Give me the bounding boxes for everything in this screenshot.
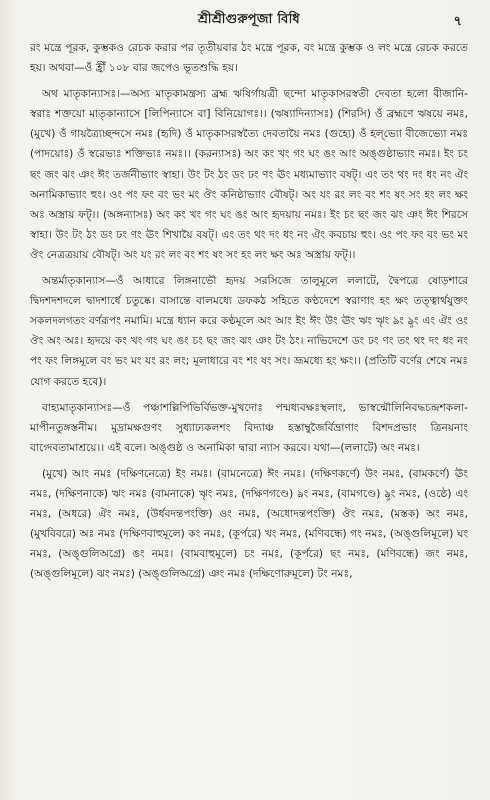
paragraph-bhutashuddhi: রং মন্ত্রে পূরক, কুম্ভকও রেচক করার পর তৃতীয়বার ঠং মন্ত্রে পূরক, বং মন্ত্রে কুম্ভক ও লং মন্ত্রে রেচক করতে হয়। অথবা—ওঁ হ্রীঁ ১০৮ বার জপেও ভূতশুদ্ধি হয়। xyxy=(30,42,468,75)
page-number: ৭ xyxy=(453,14,462,29)
page-body xyxy=(30,38,468,584)
paragraph-antar-matrika-nyasa: অন্তর্মাতৃকান্যাস—ওঁ আধারে লিঙ্গনাভৌ হৃদয় সরসিজে তালুমূলে ললাটে, দ্বৈপত্রে ষোড়শারে দ্বিদশদশদলে দ্বাদশার্ধে চতুষ্কে। বাসান্তে বালমধ্যে ডফকঠ সহিতে কণ্ঠদেশে স্বরাণাং হং ক্ষং তত্ত্বার্থযুক্তং সকলদলগতং বর্ণরূপং নমামি। মন্ত্রে ধ্যান করে কণ্ঠমূলে অং আং ইং ঈং উং ঊং ঋং ৠং ঌং ৡং এং ঐং ওং ঔং অং অঃ। হৃদয়ে কং খং গং ঘং ঙং চং ছং জং ঝং ঞং টং ঠং। নাভিদেশে ডং ঢং ণং তং থং দং ধং নং পং ফং লিঙ্গমূলে বং ভং মং যং রং লং; মূলাধারে বং শং ষং সং। ভ্রূমধ্যে হং ক্ষং।। (প্রতিটি বর্ণের শেষে নমঃ যোগ করতে হবে)। xyxy=(30,275,468,388)
paragraph-bahya-matrika-nyasa: বাহ্যমাতৃকান্যাসঃ—ওঁ পঞ্চাশল্লিপিভির্বিভক্ত-মুখদোঃ পন্মধ্যবক্ষঃস্থলাং, ভাস্বন্মৌলিনিবদ্ধচন্দ্রশকলা-মাপীনতুঙ্গস্তনীম। মুদ্রামক্ষগুণং সুধ্যাঢ্যকলশং বিদ্যাঞ্চ হস্তাম্বুজৈর্বিভ্রাণাং বিশদপ্রভাং ত্রিনয়নাং বাগ্দেবতামাশ্রয়ে।। এই বলে। অঙ্গুষ্ঠ ও অনামিকা দ্বারা ন্যাস করবে। যথা—(ললাটে) অং নমঃ। xyxy=(30,401,468,454)
paragraph-matrika-nyasa: অথ মাতৃকান্যাসঃ।—অস্য মাতৃকামন্ত্রস্য ব্রহ্ম ঋষির্গায়ত্রী ছন্দো মাতৃকাসরস্বতী দেবতা হলো বীজানি-স্বরাঃ শক্তয়ো মাতৃকান্যাসে [লিপিন্যাসে বা] বিনিয়োগঃ।। (ঋষ্যাদিন্যাসঃ) (শিরসি) ওঁ ব্রহ্মণে ঋষয়ে নমঃ, (মুখে) ওঁ গায়ত্র্যৈচ্ছন্দসে নমঃ (হৃদি) ওঁ মাতৃকাসরস্বত্যৈ দেবতায়ৈ নমঃ (গুহ্যে) ওঁ হল্‌ভ্যো বীজেভ্যো নমঃ (পাদয়োঃ) ওঁ স্বরেভ্যঃ শক্তিভ্যঃ নমঃ।। (করন্যাসঃ) অং কং খং গং ঘং ঙং আং অঙ্গুষ্ঠাভ্যাং নমঃ। ইং চং ছং জং ঝং ঞং ঈং তর্জনীভ্যাং স্বাহা। উং টং ঠং ডং ঢং ণং ঊং মধ্যমাভ্যাং বষট্‌। এং তং থং দং ধং নং ঐং অনামিকাভ্যাং হুং। ওং পং ফং বং ভং মং ঔং কনিষ্ঠাভ্যাং বৌষট্‌। অং যং রং লং বং শং ষং সং হং লং ক্ষং অঃ অস্ত্রায় ফট্‌।। (অঙ্গন্যাসঃ) অং কং খং গং ঘং ঙং আং হৃদয়ায় নমঃ। ইং চং ছং জং ঝং ঞং ঈং শিরসে স্বাহা। উং টং ঠং ডং ঢং ণং ঊং শিখায়ৈ বষট্‌। এং তং থং দং ধং নং ঐং কবচায় হুং। ওং পং ফং বং ভং মং ঔং নেত্রত্রয়ায় বৌষট্‌। অং যং রং লং বং শং ষং সং হং লং ক্ষং অঃ অস্ত্রায় ফট্‌।। xyxy=(30,88,468,261)
page-header xyxy=(30,10,468,38)
page-title: শ্রীশ্রীগুরুপূজা বিধি xyxy=(198,12,300,27)
paragraph-nyasa-list: (মুখে) আং নমঃ (দক্ষিণনেত্রে) ইং নমঃ। (বামনেত্রে) ঈং নমঃ। (দক্ষিণকর্ণে) উং নমঃ, (বামকর্ণে) ঊং নমঃ, (দক্ষিণনাকে) ঋং নমঃ (বামনাকে) ৠং নমঃ, (দক্ষিণগণ্ডে) ঌং নমঃ, (বামগণ্ডে) ৡং নমঃ, (ওষ্ঠে) এং নমঃ, (অধরে) ঐং নমঃ, (উর্ধবদন্তপংক্তি) ওং নমঃ, (অধোদন্তপংক্তি) ঔং নমঃ, (মস্তক) অং নমঃ, (মুখবিবরে) অঃ নমঃ (দক্ষিণবাহুমূলে) কং নমঃ, (কূর্পরে) খং নমঃ, (মণিবন্ধে) গং নমঃ, (অঙ্গুলিমূলে) ঘং নমঃ, (অঙ্গুলিঅগ্রে) ঙং নমঃ। (বামবাহুমূলে) চং নমঃ, (কূর্পরে) ছং নমঃ, (মণিবন্ধে) জং নমঃ, (অঙ্গুলিমূলে) ঝং নমঃ) (অঙ্গুলিঅগ্রে) ঞং নমঃ (দক্ষিণোরুমূলে) টং নমঃ, xyxy=(30,467,468,581)
